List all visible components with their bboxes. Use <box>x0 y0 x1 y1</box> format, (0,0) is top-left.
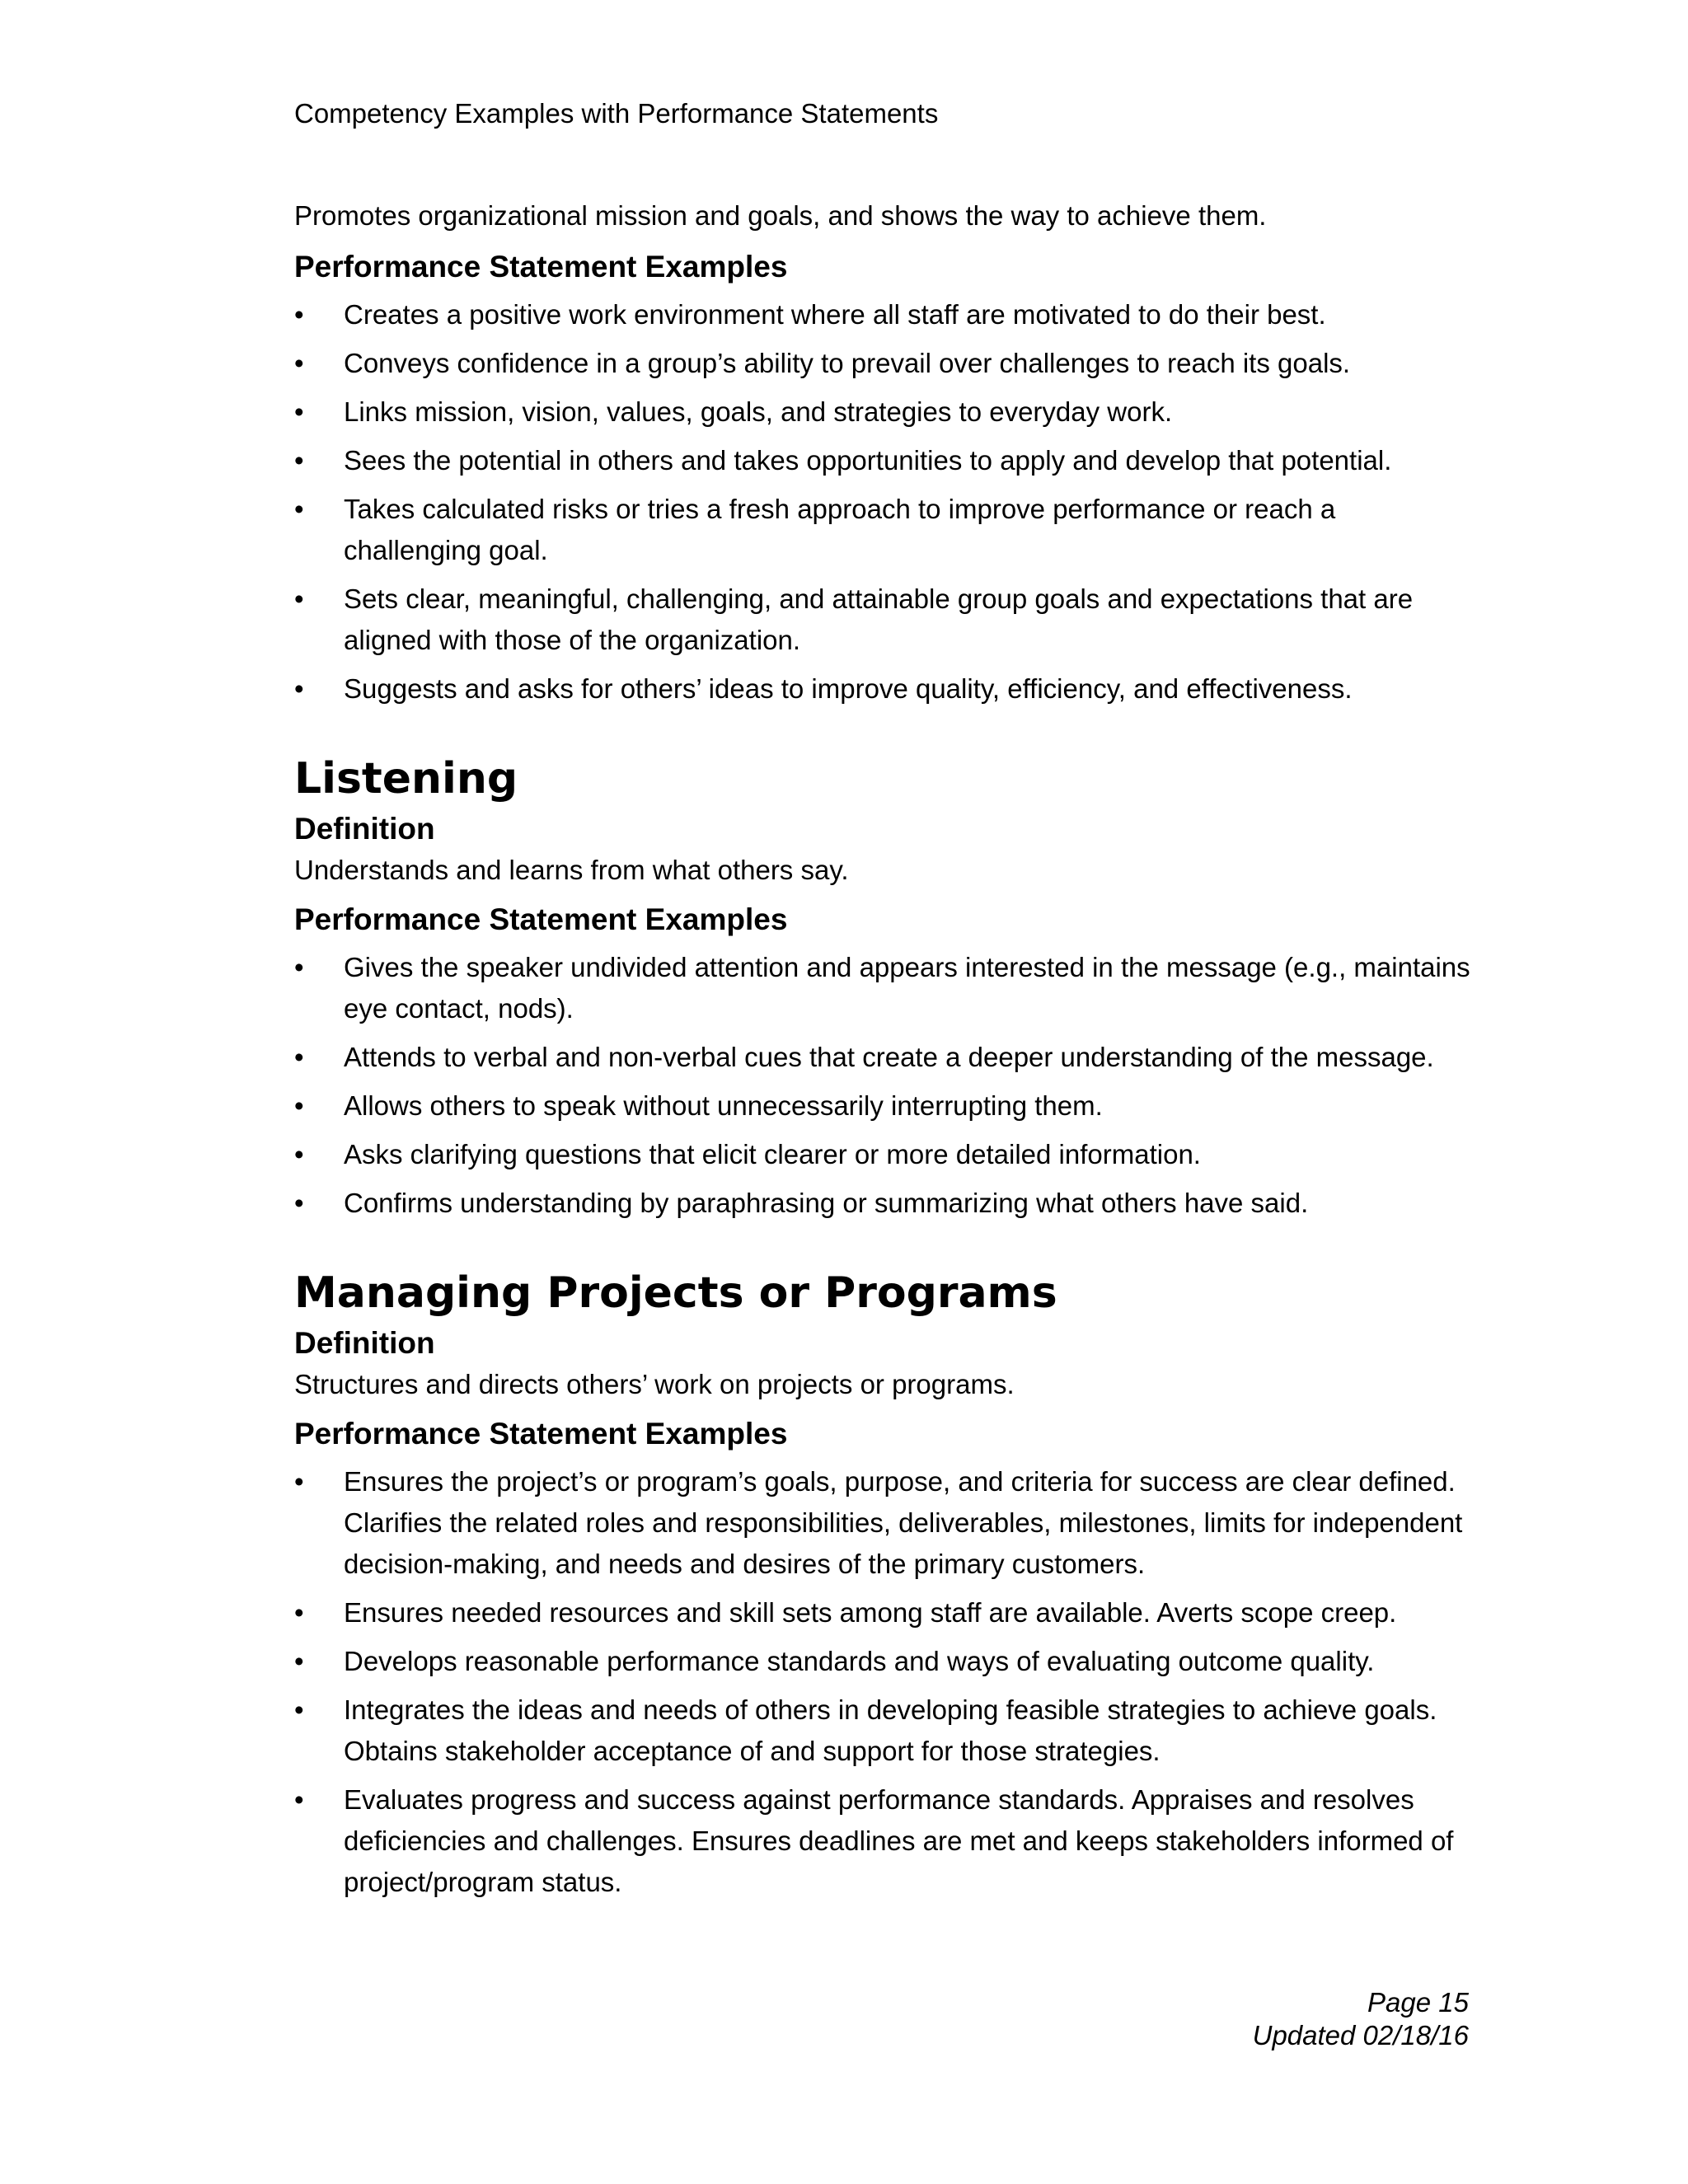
list-item-text: Sets clear, meaningful, challenging, and attainable group goals and expectations that are aligned with those of the organization. <box>344 583 1414 655</box>
list-item-text: Links mission, vision, values, goals, and strategies to everyday work. <box>344 396 1173 427</box>
bullet-icon: • <box>294 348 304 378</box>
bullet-icon: • <box>294 1597 304 1628</box>
examples-heading: Performance Statement Examples <box>294 1417 788 1451</box>
list-item <box>294 1592 1473 1633</box>
examples-heading: Performance Statement Examples <box>294 250 788 284</box>
definition-text: Structures and directs others’ work on projects or programs. <box>294 1369 1015 1399</box>
list-item <box>294 1641 1473 1682</box>
list-item <box>294 1461 1473 1585</box>
list-item-text: Confirms understanding by paraphrasing or summarizing what others have said. <box>344 1188 1309 1218</box>
list-item-text: Ensures the project’s or program’s goals, purpose, and criteria for success are clear defined. Clarifies the related roles and responsibilities, deliverables, milestones, limits for independent decision-making, and needs and desires of the primary customers. <box>344 1466 1463 1579</box>
list-item-text: Allows others to speak without unnecessarily interrupting them. <box>344 1090 1103 1121</box>
list-item <box>294 947 1473 1029</box>
bullet-list <box>294 947 1473 1224</box>
listening-section <box>294 749 1473 1224</box>
definition-text: Understands and learns from what others say. <box>294 855 849 885</box>
list-item <box>294 294 1473 335</box>
running-header: Competency Examples with Performance Statements <box>294 98 939 129</box>
section-title: Listening <box>294 754 518 804</box>
bullet-icon: • <box>294 673 304 704</box>
list-item <box>294 579 1473 661</box>
definition-text: Promotes organizational mission and goals, and shows the way to achieve them. <box>294 200 1267 231</box>
bullet-icon: • <box>294 1090 304 1121</box>
bullet-icon: • <box>294 494 304 524</box>
section-title: Managing Projects or Programs <box>294 1268 1057 1318</box>
bullet-icon: • <box>294 445 304 476</box>
list-item <box>294 1134 1473 1175</box>
definition-heading: Definition <box>294 1326 435 1360</box>
list-item-text: Suggests and asks for others’ ideas to improve quality, efficiency, and effectiveness. <box>344 673 1353 704</box>
bullet-list <box>294 294 1473 710</box>
list-item <box>294 1183 1473 1224</box>
list-item <box>294 1085 1473 1127</box>
list-item <box>294 391 1473 433</box>
list-item <box>294 489 1473 571</box>
bullet-list <box>294 1461 1473 1903</box>
list-item <box>294 1690 1473 1772</box>
list-item-text: Develops reasonable performance standards and ways of evaluating outcome quality. <box>344 1646 1375 1676</box>
list-item-text: Asks clarifying questions that elicit clearer or more detailed information. <box>344 1139 1201 1169</box>
list-item <box>294 668 1473 710</box>
list-item-text: Attends to verbal and non-verbal cues that create a deeper understanding of the message. <box>344 1042 1434 1072</box>
bullet-icon: • <box>294 1042 304 1072</box>
list-item <box>294 343 1473 384</box>
examples-heading: Performance Statement Examples <box>294 902 788 936</box>
updated-date: Updated 02/18/16 <box>1252 2020 1469 2050</box>
bullet-icon: • <box>294 583 304 614</box>
list-item-text: Takes calculated risks or tries a fresh approach to improve performance or reach a challenging goal. <box>344 494 1336 565</box>
page-number: Page 15 <box>1367 1987 1469 2018</box>
intro-section <box>294 195 1473 710</box>
list-item-text: Integrates the ideas and needs of others in developing feasible strategies to achieve goals. Obtains stakeholder acceptance of and support for those strategies. <box>344 1694 1437 1766</box>
bullet-icon: • <box>294 1188 304 1218</box>
list-item-text: Creates a positive work environment where all staff are motivated to do their best. <box>344 299 1326 330</box>
list-item-text: Evaluates progress and success against performance standards. Appraises and resolves deficiencies and challenges. Ensures deadlines are met and keeps stakeholders informed of project/program status. <box>344 1784 1454 1897</box>
bullet-icon: • <box>294 1694 304 1725</box>
bullet-icon: • <box>294 396 304 427</box>
bullet-icon: • <box>294 952 304 982</box>
bullet-icon: • <box>294 1466 304 1497</box>
list-item-text: Conveys confidence in a group’s ability to prevail over challenges to reach its goals. <box>344 348 1351 378</box>
list-item <box>294 1779 1473 1903</box>
bullet-icon: • <box>294 1784 304 1815</box>
list-item-text: Gives the speaker undivided attention and appears interested in the message (e.g., maintains eye contact, nods). <box>344 952 1470 1024</box>
page-footer <box>1253 1986 1469 2052</box>
managing-section <box>294 1263 1473 1903</box>
list-item <box>294 440 1473 481</box>
list-item <box>294 1037 1473 1078</box>
list-item-text: Sees the potential in others and takes opportunities to apply and develop that potential. <box>344 445 1392 476</box>
bullet-icon: • <box>294 299 304 330</box>
bullet-icon: • <box>294 1139 304 1169</box>
document-page <box>294 92 1473 1910</box>
bullet-icon: • <box>294 1646 304 1676</box>
list-item-text: Ensures needed resources and skill sets among staff are available. Averts scope creep. <box>344 1597 1397 1628</box>
definition-heading: Definition <box>294 812 435 846</box>
